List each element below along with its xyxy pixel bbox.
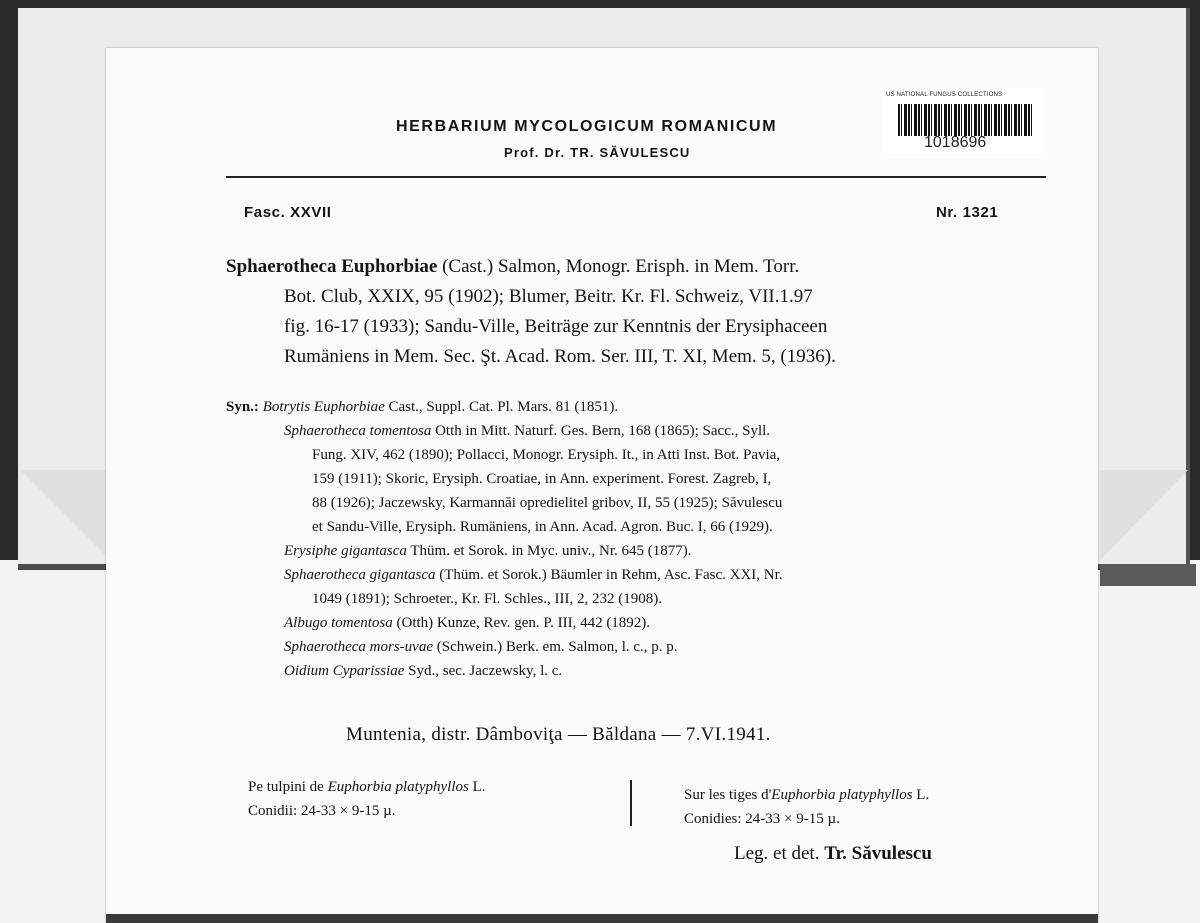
collection-locality: Muntenia, distr. Dâmboviţa — Băldana — 7.VI.1941. — [346, 724, 771, 745]
herbarium-director: Prof. Dr. TR. SĂVULESCU — [504, 145, 691, 160]
barcode-number: 1018696 — [924, 134, 987, 151]
synonym-4: Sphaerotheca gigantasca (Thüm. et Sorok.) Bäumler in Rehm, Asc. Fasc. XXI, Nr. — [284, 567, 783, 583]
collector: Leg. et det. Tr. Săvulescu — [734, 843, 932, 864]
synonym-7: Oidium Cyparissiae Syd., sec. Jaczewsky, l. c. — [284, 663, 563, 679]
herbarium-label — [106, 48, 1098, 923]
envelope-fold-right — [1100, 470, 1188, 560]
envelope-fold-left — [20, 470, 110, 560]
synonym-2-line-3: 159 (1911); Skoric, Erysiph. Croatiae, in Ann. experiment. Forest. Zagreb, I, — [312, 471, 772, 487]
conidia-french: Conidies: 24-33 × 9-15 µ. — [684, 811, 840, 827]
synonym-2-line-2: Fung. XIV, 462 (1890); Pollacci, Monogr. Erysiph. It., in Atti Inst. Bot. Pavia, — [312, 447, 781, 463]
herbarium-title: HERBARIUM MYCOLOGICUM ROMANICUM — [396, 118, 778, 135]
host-romanian: Pe tulpini de Euphorbia platyphyllos L. — [248, 779, 486, 795]
species-name: Sphaerotheca Euphorbiae — [226, 256, 438, 277]
barcode-caption: US NATIONAL FUNGUS COLLECTIONS — [886, 92, 1003, 98]
barcode-sticker — [882, 88, 1044, 154]
citation-line-4: Rumäniens in Mem. Sec. Şt. Acad. Rom. Ser. III, T. XI, Mem. 5, (1936). — [284, 346, 836, 367]
citation-line-3: fig. 16-17 (1933); Sandu-Ville, Beiträge zur Kenntnis der Erysiphaceen — [284, 316, 828, 337]
synonym-3: Erysiphe gigantasca Thüm. et Sorok. in Myc. univ., Nr. 645 (1877). — [284, 543, 692, 559]
host-french: Sur les tiges d'Euphorbia platyphyllos L. — [684, 787, 930, 803]
header-rule — [226, 176, 1046, 178]
synonym-6: Sphaerotheca mors-uvae (Schwein.) Berk. em. Salmon, l. c., p. p. — [284, 639, 678, 655]
synonym-2: Sphaerotheca tomentosa Otth in Mitt. Naturf. Ges. Bern, 168 (1865); Sacc., Syll. — [284, 423, 771, 439]
label-bottom-edge — [106, 914, 1098, 923]
host-divider — [630, 780, 632, 826]
specimen-number: Nr. 1321 — [936, 204, 999, 221]
envelope-edge — [1100, 564, 1196, 586]
fascicle-number: Fasc. XXVII — [244, 204, 332, 221]
synonym-4-line-2: 1049 (1891); Schroeter., Kr. Fl. Schles., III, 2, 232 (1908). — [312, 591, 662, 607]
synonym-1: Syn.: Botrytis Euphorbiae Cast., Suppl. Cat. Pl. Mars. 81 (1851). — [226, 399, 619, 415]
barcode-icon — [898, 104, 1032, 136]
synonyms-label: Syn.: — [226, 399, 259, 415]
conidia-romanian: Conidii: 24-33 × 9-15 µ. — [248, 803, 396, 819]
citation-line-2: Bot. Club, XXIX, 95 (1902); Blumer, Beitr. Kr. Fl. Schweiz, VII.1.97 — [284, 286, 813, 307]
citation-line-1: Sphaerotheca Euphorbiae (Cast.) Salmon, Monogr. Erisph. in Mem. Torr. — [226, 256, 800, 277]
collector-name: Tr. Săvulescu — [824, 843, 932, 864]
synonym-5: Albugo tomentosa (Otth) Kunze, Rev. gen. P. III, 442 (1892). — [284, 615, 651, 631]
synonym-2-line-4: 88 (1926); Jaczewsky, Karmannăi opredielitel gribov, II, 55 (1925); Săvulescu — [312, 495, 783, 511]
synonym-2-line-5: et Sandu-Ville, Erysiph. Rumäniens, in Ann. Acad. Agron. Buc. I, 66 (1929). — [312, 519, 773, 535]
